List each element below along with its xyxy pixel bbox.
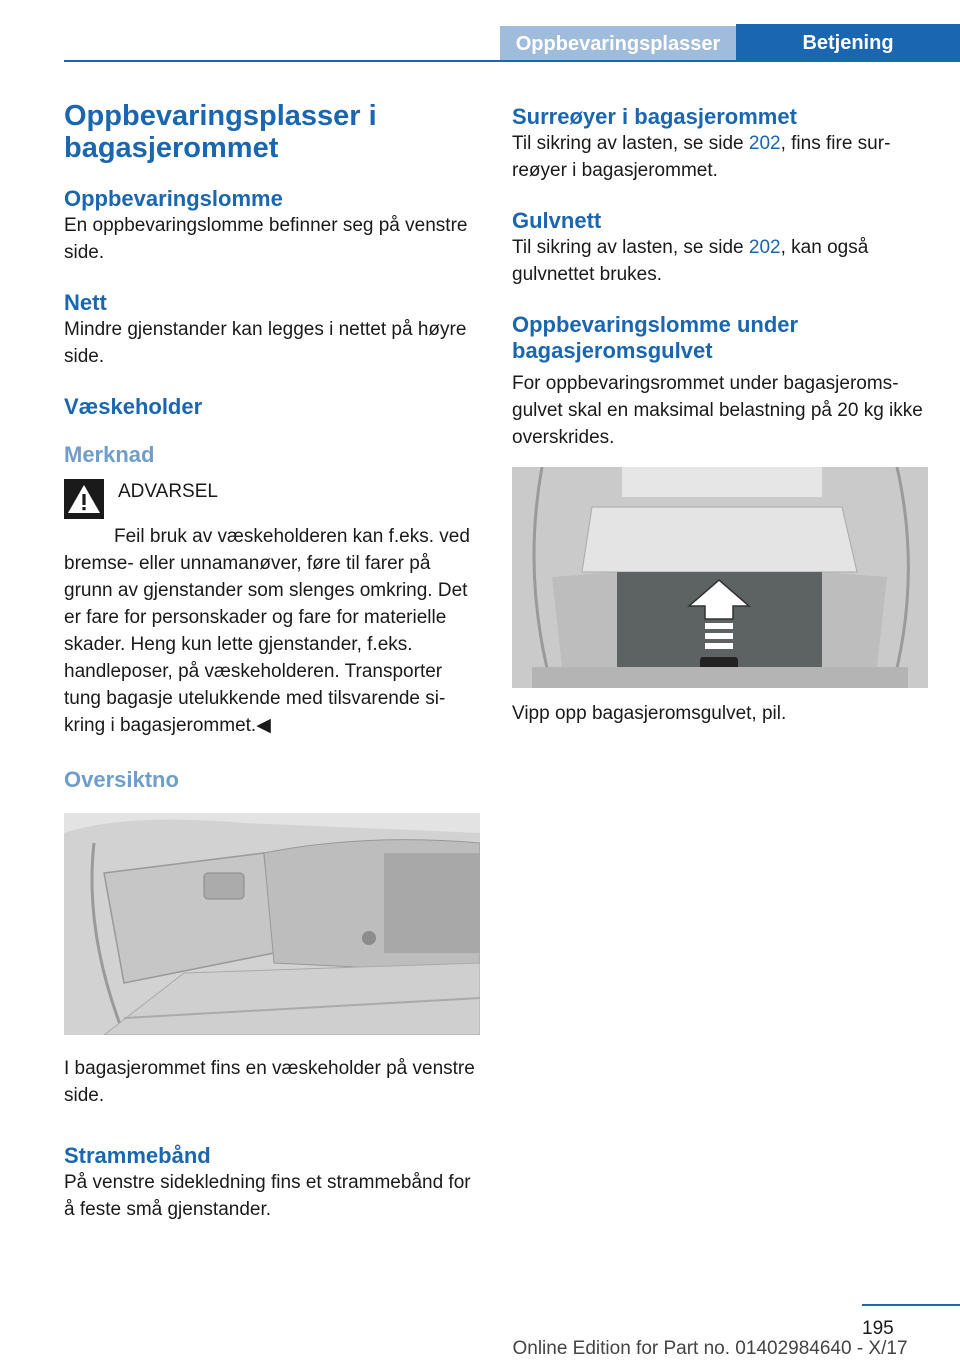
trunk-overview-photo: [64, 813, 480, 1035]
text-underfloor-storage: For oppbevaringsrommet under bagasjeromsgulvet skal en maksimal belastning på 20 kg ikke overskrides.: [512, 373, 923, 448]
text-gulvnett-b: , kan også gulvnettet brukes.: [512, 237, 869, 285]
trunk-floor-photo: [512, 467, 928, 688]
overview-caption: I bagasjerommet fins en væskeholder på venstre side.: [64, 1058, 475, 1106]
header-section-tab: Oppbevaringsplasser: [500, 26, 736, 62]
heading-nett: Nett: [64, 290, 107, 315]
text-surreoyer-a: Til sikring av lasten, se side: [512, 133, 749, 154]
left-column: [64, 100, 480, 1223]
warning-text: Feil bruk av væskeholderen kan f.eks. ved bremse- eller unnamanøver, føre til farer på grunn av gjenstander som slenges omkring. Det er fare for personskader og fare for materielle skader. Heng kun lette gjenstander, f.eks. handleposer, på væskeholderen. Transporter tung bagasje utelukkende med tilsvarende sikring i bagasjerommet.◀: [64, 526, 470, 736]
heading-oversikt: Oversiktno: [64, 767, 179, 792]
warning-triangle-icon: [64, 479, 104, 519]
warning-block: [64, 478, 480, 519]
floor-photo-caption: Vipp opp bagasjeromsgulvet, pil.: [512, 703, 787, 724]
text-oppbevaringslomme: En oppbevaringslomme befinner seg på venstre side.: [64, 215, 468, 263]
page-title: Oppbevaringsplasser i bagasjerommet: [64, 100, 377, 164]
page-number: 195: [862, 1318, 894, 1339]
right-column: [512, 100, 928, 727]
text-surreoyer: [512, 130, 928, 184]
heading-gulvnett: Gulvnett: [512, 208, 602, 233]
text-gulvnett: [512, 234, 928, 288]
warning-label: ADVARSEL: [118, 481, 218, 502]
text-surreoyer-b: , fins fire surreøyer i bagasjerommet.: [512, 133, 891, 181]
header-chapter-tab: Betjening: [736, 24, 960, 62]
heading-strammebaand: Strammebånd: [64, 1143, 211, 1168]
text-gulvnett-a: Til sikring av lasten, se side: [512, 237, 749, 258]
heading-surreoyer: Surreøyer i bagasjerommet: [512, 104, 797, 129]
heading-merknad: Merknad: [64, 442, 155, 467]
text-nett: Mindre gjenstander kan legges i nettet på høyre side.: [64, 319, 467, 367]
page-link-202-lashing[interactable]: 202: [748, 133, 781, 154]
footer-rule: [862, 1304, 960, 1306]
page-link-202-floor-net[interactable]: 202: [748, 237, 781, 258]
edition-footer: Online Edition for Part no. 01402984640 - X/17: [512, 1338, 908, 1359]
heading-underfloor-storage: Oppbevaringslomme under bagasjeromsgulvet: [512, 312, 799, 363]
heading-vaeskeholder: Væskeholder: [64, 394, 203, 419]
heading-oppbevaringslomme: Oppbevaringslomme: [64, 186, 283, 211]
text-strammebaand: På venstre sidekledning fins et strammebånd for å feste små gjenstander.: [64, 1172, 471, 1220]
header-rule: [64, 60, 960, 62]
